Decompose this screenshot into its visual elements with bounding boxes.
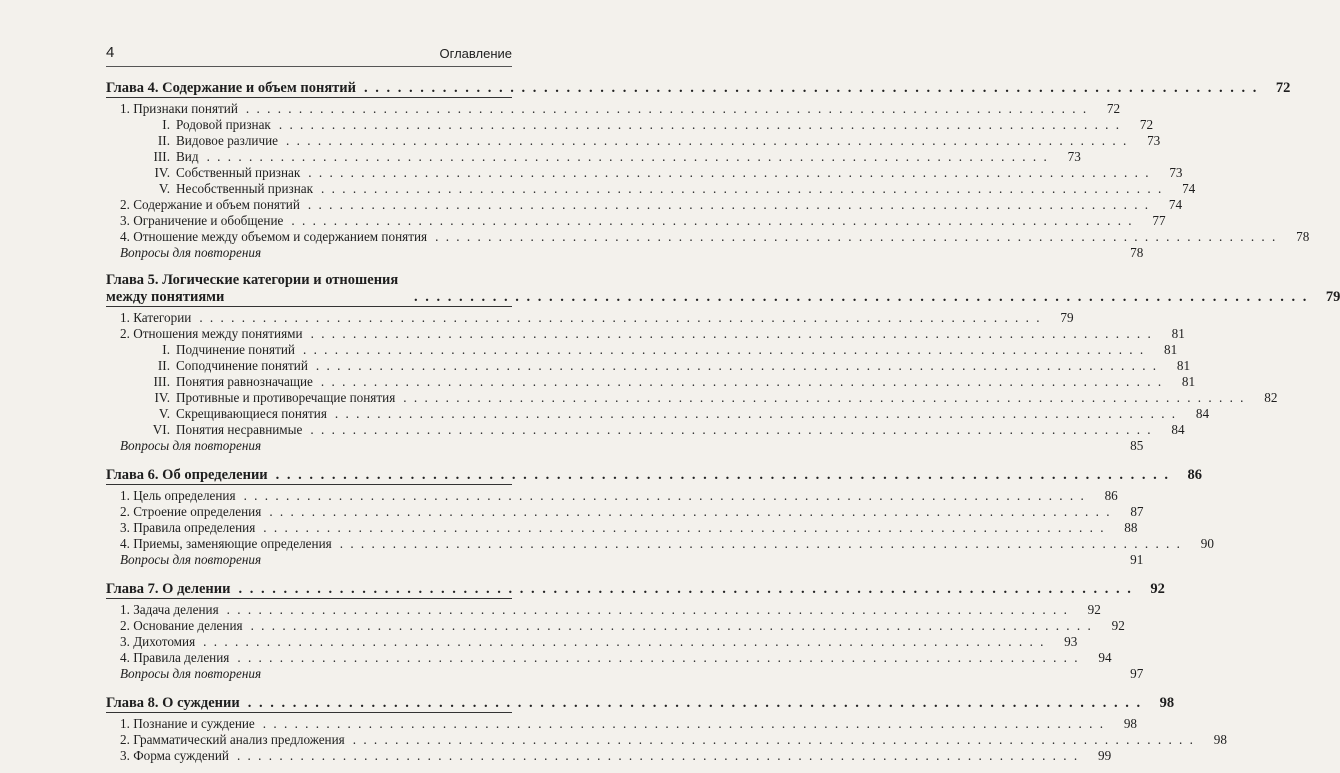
- dot-leader: . . . . . . . . . . . . . . . . . . . . . . . . . . . . . . . . . . . . . . . . . . . . . . . . . . . . . . . . . . . . . . . . . . . . . . . . . . . . . . . .: [203, 634, 1046, 649]
- entry-page-number: 78: [1296, 229, 1310, 244]
- entry-page-number: 99: [1097, 748, 1112, 763]
- dot-leader: . . . . . . . . . . . . . . . . . . . . . . . . . . . . . . . . . . . . . . . . . . . . . . . . . . . . . . . . . . . . . . . . . . . . . . . . . . . . . . . .: [435, 229, 1278, 244]
- toc-subentry[interactable]: [106, 358, 1191, 374]
- dot-leader: . . . . . . . . . . . . . . . . . . . . . . . . . . . . . . . . . . . . . . . . . . . . . . . . . . . . . . . . . . . . . . . . . . . . . . . . . . . . . . . .: [263, 520, 1106, 535]
- entry-page-number: 81: [1163, 342, 1178, 357]
- entry-number: 3.: [120, 520, 130, 535]
- dot-leader: . . . . . . . . . . . . . . . . . . . . . . . . . . . . . . . . . . . . . . . . . . . . . . . . . . . . . . . . . . . . . . . . . . . . . . . . . . . . . . . .: [310, 326, 1153, 341]
- chapter-heading[interactable]: [106, 76, 1291, 98]
- entry-number: III.: [153, 374, 170, 389]
- dot-leader: . . . . . . . . . . . . . . . . . . . . . . . . . . . . . . . . . . . . . . . . . . . . . . . . . . . . . . . . . . . . . . . . . . . . . . . . . . . . . . . .: [320, 374, 1164, 389]
- entry-page-number: 73: [1147, 133, 1161, 148]
- table-of-contents: [106, 76, 1340, 773]
- chapter-section: [106, 577, 1165, 682]
- entry-number: I.: [162, 342, 170, 357]
- toc-subentry[interactable]: [106, 133, 1161, 149]
- chapter-section: [106, 76, 1310, 261]
- entry-number: 1.: [120, 716, 130, 731]
- dot-leader: . . . . . . . . . . . . . . . . . . . . . . . . . . . . . . . . . . . . . . . . . . . . . . . . . . . . . . . . . . . . . . . . . . . . . . . . . . . . . . . .: [278, 117, 1122, 132]
- entry-title: Основание деления: [133, 618, 243, 633]
- dot-leader: . . . . . . . . . . . . . . . . . . . . . . . . . . . . . . . . . . . . . . . . . . . . . . . . . . . . . . . . . . . . . . . . . . . . . . . . . . . . . . . .: [352, 732, 1195, 747]
- entry-page-number: 73: [1067, 149, 1081, 164]
- entry-number: VI.: [152, 422, 170, 437]
- entry-number: II.: [157, 133, 170, 148]
- toc-entry[interactable]: [106, 650, 1112, 666]
- toc-entry[interactable]: [106, 634, 1078, 650]
- chapter-page-number: 79: [1325, 289, 1340, 305]
- entry-number: 4.: [120, 229, 130, 244]
- dot-leader: . . . . . . . . . . . . . . . . . . . . . . . . . . . . . . . . . . . . . . . . . . . . . . . . . . . . . . . . . . . . . . . . . . . . . . . . . . . . . . . .: [247, 695, 1143, 711]
- entry-number: V.: [158, 181, 170, 196]
- toc-subentry[interactable]: [106, 165, 1183, 181]
- entry-page-number: 73: [1169, 165, 1183, 180]
- entry-page-number: 87: [1130, 504, 1144, 519]
- toc-entry[interactable]: [106, 602, 1101, 618]
- entry-page-number: 78: [1130, 245, 1144, 260]
- toc-subentry[interactable]: [106, 117, 1154, 133]
- page-number: 4: [106, 44, 115, 61]
- entry-number: 1.: [120, 101, 130, 116]
- dot-leader: . . . . . . . . . . . . . . . . . . . . . . . . . . . . . . . . . . . . . . . . . . . . . . . . . . . . . . . . . . . . . . . . . . . . . . . . . . . . . . . .: [238, 581, 1133, 597]
- entry-number: IV.: [154, 390, 170, 405]
- entry-page-number: 92: [1087, 602, 1101, 617]
- entry-page-number: 91: [1130, 552, 1144, 567]
- entry-title: Содержание и объем понятий: [133, 197, 300, 212]
- entry-title: Грамматический анализ предложения: [133, 732, 345, 747]
- toc-entry[interactable]: [106, 213, 1166, 229]
- dot-leader: . . . . . . . . . . . . . . . . . . . . . . . . . . . . . . . . . . . . . . . . . . . . . . . . . . . . . . . . . . . . . . . . . . . . . . . . . . . . . . . .: [269, 504, 1112, 519]
- dot-leader: . . . . . . . . . . . . . . . . . . . . . . . . . . . . . . . . . . . . . . . . . . . . . . . . . . . . . . . . . . . . . . . . . . . . . . . . . . . . . . . .: [243, 488, 1086, 503]
- toc-entry[interactable]: [106, 504, 1144, 520]
- entry-page-number: 93: [1064, 634, 1078, 649]
- dot-leader: . . . . . . . . . . . . . . . . . . . . . . . . . . . . . . . . . . . . . . . . . . . . . . . . . . . . . . . . . . . . . . . . . . . . . . . . . . . . . . . .: [414, 289, 1309, 305]
- dot-leader: . . . . . . . . . . . . . . . . . . . . . . . . . . . . . . . . . . . . . . . . . . . . . . . . . . . . . . . . . . . . . . . . . . . . . . . . . . . . . . . .: [310, 422, 1153, 437]
- chapter-page-number: 98: [1159, 695, 1175, 711]
- toc-entry[interactable]: [106, 618, 1125, 634]
- entry-number: 2.: [120, 504, 130, 519]
- review-questions-entry[interactable]: [106, 666, 1144, 682]
- entry-title: Правила деления: [133, 650, 230, 665]
- dot-leader: . . . . . . . . . . . . . . . . . . . . . . . . . . . . . . . . . . . . . . . . . . . . . . . . . . . . . . . . . . . . . . . . . . . . . . . . . . . . . . . .: [236, 748, 1080, 763]
- entry-title: Родовой признак: [176, 117, 271, 132]
- entry-page-number: 97: [1130, 666, 1144, 681]
- running-head-title: Оглавление: [439, 46, 512, 61]
- dot-leader: . . . . . . . . . . . . . . . . . . . . . . . . . . . . . . . . . . . . . . . . . . . . . . . . . . . . . . . . . . . . . . . . . . . . . . . . . . . . . . . .: [339, 536, 1182, 551]
- review-questions-entry[interactable]: [106, 245, 1144, 261]
- entry-number: 3.: [120, 748, 130, 763]
- dot-leader: . . . . . . . . . . . . . . . . . . . . . . . . . . . . . . . . . . . . . . . . . . . . . . . . . . . . . . . . . . . . . . . . . . . . . . . . . . . . . . . .: [302, 342, 1146, 357]
- entry-number: 2.: [120, 326, 130, 341]
- entry-title: Вопросы для повторения: [120, 245, 262, 260]
- entry-number: II.: [157, 358, 170, 373]
- entry-page-number: 72: [1106, 101, 1121, 116]
- entry-title: Познание и суждение: [133, 716, 255, 731]
- chapter-title: Глава 8. О суждении: [106, 695, 240, 711]
- toc-subentry[interactable]: [106, 342, 1178, 358]
- entry-number: 4.: [120, 536, 130, 551]
- dot-leader: . . . . . . . . . . . . . . . . . . . . . . . . . . . . . . . . . . . . . . . . . . . . . . . . . . . . . . . . . . . . . . . . . . . . . . . . . . . . . . . .: [275, 467, 1171, 483]
- chapter-page-number: 86: [1187, 467, 1203, 483]
- entry-title: Отношение между объемом и содержанием понятия: [133, 229, 428, 244]
- entry-title: Подчинение понятий: [176, 342, 295, 357]
- chapter-heading[interactable]: [106, 691, 1175, 713]
- dot-leader: . . . . . . . . . . . . . . . . . . . . . . . . . . . . . . . . . . . . . . . . . . . . . . . . . . . . . . . . . . . . . . . . . . . . . . . . . . . . . . . .: [334, 406, 1178, 421]
- entry-title: Понятия равнозначащие: [176, 374, 313, 389]
- entry-number: 2.: [120, 732, 130, 747]
- entry-page-number: 88: [1124, 520, 1138, 535]
- chapter-title: Глава 4. Содержание и объем понятий: [106, 80, 356, 96]
- review-questions-entry[interactable]: [106, 438, 1144, 454]
- entry-title: Противные и противоречащие понятия: [176, 390, 396, 405]
- chapter-heading[interactable]: [106, 270, 1340, 307]
- chapter-section: [106, 270, 1340, 454]
- entry-page-number: 90: [1200, 536, 1214, 551]
- chapter-page-number: 92: [1150, 581, 1165, 597]
- toc-entry[interactable]: [106, 520, 1138, 536]
- dot-leader: . . . . . . . . . . . . . . . . . . . . . . . . . . . . . . . . . . . . . . . . . . . . . . . . . . . . . . . . . . . . . . . . . . . . . . . . . . . . . . . .: [250, 618, 1093, 633]
- entry-title: Форма суждений: [133, 748, 229, 763]
- entry-title: Дихотомия: [133, 634, 196, 649]
- entry-page-number: 92: [1111, 618, 1125, 633]
- entry-page-number: 84: [1171, 422, 1185, 437]
- dot-leader: . . . . . . . . . . . . . . . . . . . . . . . . . . . . . . . . . . . . . . . . . . . . . . . . . . . . . . . . . . . . . . . . . . . . . . . . . . . . . . . .: [245, 101, 1089, 116]
- entry-page-number: 74: [1182, 181, 1196, 196]
- entry-page-number: 98: [1123, 716, 1137, 731]
- entry-title: Строение определения: [133, 504, 262, 519]
- dot-leader: . . . . . . . . . . . . . . . . . . . . . . . . . . . . . . . . . . . . . . . . . . . . . . . . . . . . . . . . . . . . . . . . . . . . . . . . . . . . . . . .: [226, 602, 1069, 617]
- toc-entry[interactable]: [106, 716, 1137, 732]
- entry-number: I.: [162, 117, 170, 132]
- entry-page-number: 98: [1213, 732, 1227, 747]
- chapter-title: Глава 6. Об определении: [106, 467, 268, 483]
- toc-entry[interactable]: [106, 748, 1112, 764]
- entry-title: Скрещивающиеся понятия: [176, 406, 327, 421]
- dot-leader: . . . . . . . . . . . . . . . . . . . . . . . . . . . . . . . . . . . . . . . . . . . . . . . . . . . . . . . . . . . . . . . . . . . . . . . . . . . . . . . .: [307, 197, 1151, 212]
- entry-title: Приемы, заменяющие определения: [133, 536, 332, 551]
- dot-leader: . . . . . . . . . . . . . . . . . . . . . . . . . . . . . . . . . . . . . . . . . . . . . . . . . . . . . . . . . . . . . . . . . . . . . . . . . . . . . . . .: [308, 165, 1151, 180]
- entry-number: V.: [158, 406, 170, 421]
- entry-title: Признаки понятий: [133, 101, 238, 116]
- review-questions-entry[interactable]: [106, 552, 1144, 568]
- dot-leader: . . . . . . . . . . . . . . . . . . . . . . . . . . . . . . . . . . . . . . . . . . . . . . . . . . . . . . . . . . . . . . . . . . . . . . . . . . . . . . . .: [321, 181, 1164, 196]
- entry-title: Соподчинение понятий: [176, 358, 308, 373]
- toc-entry[interactable]: [106, 310, 1074, 326]
- dot-leader: . . . . . . . . . . . . . . . . . . . . . . . . . . . . . . . . . . . . . . . . . . . . . . . . . . . . . . . . . . . . . . . . . . . . . . . . . . . . . . . .: [286, 133, 1129, 148]
- entry-page-number: 86: [1104, 488, 1118, 503]
- entry-page-number: 81: [1181, 374, 1196, 389]
- chapter-title: Глава 7. О делении: [106, 581, 231, 597]
- toc-subentry[interactable]: [106, 149, 1081, 165]
- dot-leader: . . . . . . . . . . . . . . . . . . . . . . . . . . . . . . . . . . . . . . . . . . . . . . . . . . . . . . . . . . . . . . . . . . . . . . . . . . . . . . . .: [403, 390, 1246, 405]
- chapter-page-number: 72: [1275, 80, 1291, 96]
- running-header: [106, 40, 512, 67]
- toc-entry[interactable]: [106, 326, 1185, 342]
- toc-subentry[interactable]: [106, 406, 1210, 422]
- chapter-heading[interactable]: [106, 577, 1165, 599]
- entry-page-number: 81: [1171, 326, 1185, 341]
- dot-leader: . . . . . . . . . . . . . . . . . . . . . . . . . . . . . . . . . . . . . . . . . . . . . . . . . . . . . . . . . . . . . . . . . . . . . . . . . . . . . . . .: [315, 358, 1159, 373]
- entry-title: Цель определения: [133, 488, 236, 503]
- dot-leader: . . . . . . . . . . . . . . . . . . . . . . . . . . . . . . . . . . . . . . . . . . . . . . . . . . . . . . . . . . . . . . . . . . . . . . . . . . . . . . . .: [206, 149, 1049, 164]
- dot-leader: . . . . . . . . . . . . . . . . . . . . . . . . . . . . . . . . . . . . . . . . . . . . . . . . . . . . . . . . . . . . . . . . . . . . . . . . . . . . . . . .: [199, 310, 1042, 325]
- chapter-section: [106, 691, 1227, 764]
- toc-entry[interactable]: [106, 197, 1183, 213]
- toc-entry[interactable]: [106, 732, 1227, 748]
- entry-title: Несобственный признак: [176, 181, 314, 196]
- entry-number: 1.: [120, 310, 130, 325]
- entry-title: Вопросы для повторения: [120, 666, 262, 681]
- toc-subentry[interactable]: [106, 422, 1185, 438]
- entry-title: Понятия несравнимые: [176, 422, 303, 437]
- toc-subentry[interactable]: [106, 181, 1196, 197]
- toc-subentry[interactable]: [106, 390, 1278, 406]
- entry-number: IV.: [154, 165, 170, 180]
- chapter-section: [106, 463, 1214, 568]
- entry-number: 4.: [120, 650, 130, 665]
- entry-title: Вид: [176, 149, 199, 164]
- toc-entry[interactable]: [106, 229, 1310, 245]
- entry-number: 2.: [120, 618, 130, 633]
- entry-title: Задача деления: [133, 602, 219, 617]
- dot-leader: . . . . . . . . . . . . . . . . . . . . . . . . . . . . . . . . . . . . . . . . . . . . . . . . . . . . . . . . . . . . . . . . . . . . . . . . . . . . . . . .: [262, 716, 1105, 731]
- entry-page-number: 79: [1060, 310, 1074, 325]
- chapter-heading[interactable]: [106, 463, 1203, 485]
- entry-page-number: 82: [1264, 390, 1278, 405]
- toc-entry[interactable]: [106, 536, 1214, 552]
- entry-title: Правила определения: [133, 520, 256, 535]
- toc-entry[interactable]: [106, 101, 1121, 117]
- entry-title: Собственный признак: [176, 165, 301, 180]
- dot-leader: . . . . . . . . . . . . . . . . . . . . . . . . . . . . . . . . . . . . . . . . . . . . . . . . . . . . . . . . . . . . . . . . . . . . . . . . . . . . . . . .: [364, 80, 1259, 96]
- entry-page-number: 85: [1130, 438, 1144, 453]
- entry-title: Вопросы для повторения: [120, 552, 262, 567]
- entry-number: III.: [153, 149, 170, 164]
- entry-number: 3.: [120, 634, 130, 649]
- entry-page-number: 72: [1139, 117, 1154, 132]
- entry-page-number: 84: [1195, 406, 1210, 421]
- entry-title: Категории: [133, 310, 192, 325]
- entry-page-number: 81: [1176, 358, 1191, 373]
- toc-entry[interactable]: [106, 488, 1118, 504]
- entry-page-number: 94: [1098, 650, 1112, 665]
- entry-title: Вопросы для повторения: [120, 438, 262, 453]
- entry-number: 2.: [120, 197, 130, 212]
- dot-leader: . . . . . . . . . . . . . . . . . . . . . . . . . . . . . . . . . . . . . . . . . . . . . . . . . . . . . . . . . . . . . . . . . . . . . . . . . . . . . . . .: [291, 213, 1134, 228]
- entry-title: Отношения между понятиями: [133, 326, 303, 341]
- entry-title: Видовое различие: [176, 133, 279, 148]
- toc-subentry[interactable]: [106, 374, 1196, 390]
- entry-number: 1.: [120, 602, 130, 617]
- entry-page-number: 77: [1152, 213, 1166, 228]
- entry-page-number: 74: [1168, 197, 1183, 212]
- entry-number: 3.: [120, 213, 130, 228]
- entry-number: 1.: [120, 488, 130, 503]
- chapter-title: Глава 5. Логические категории и отношения между понятиями: [106, 272, 399, 305]
- dot-leader: . . . . . . . . . . . . . . . . . . . . . . . . . . . . . . . . . . . . . . . . . . . . . . . . . . . . . . . . . . . . . . . . . . . . . . . . . . . . . . . .: [237, 650, 1080, 665]
- entry-title: Ограничение и обобщение: [133, 213, 284, 228]
